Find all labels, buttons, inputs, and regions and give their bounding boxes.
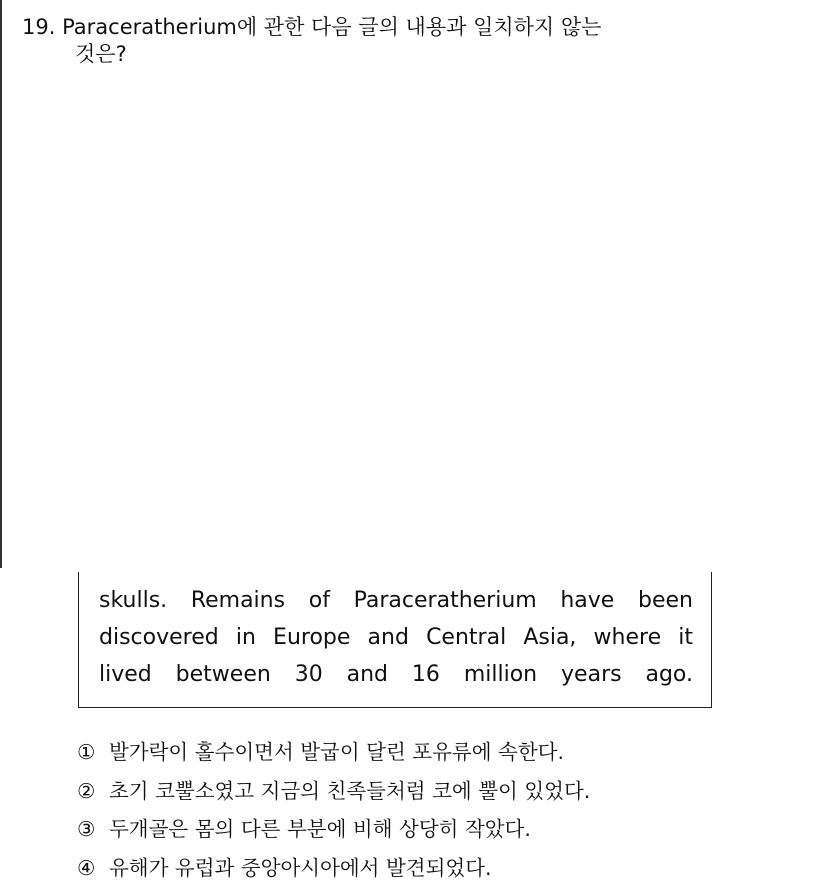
answer-choices <box>77 733 822 887</box>
choice-2[interactable] <box>77 772 822 811</box>
passage-line-1: skulls. Remains of Paraceratherium have been <box>99 586 693 616</box>
passage-line-3: lived between 30 and 16 million years ago. <box>99 660 693 690</box>
choice-number: ④ <box>77 849 109 887</box>
question-stem <box>22 14 782 68</box>
choice-1[interactable] <box>77 733 822 772</box>
passage-line-2: discovered in Europe and Central Asia, where it <box>99 623 693 653</box>
choice-text: 두개골은 몸의 다른 부분에 비해 상당히 작았다. <box>109 817 531 841</box>
passage-box <box>78 572 712 708</box>
choice-text: 유해가 유럽과 중앙아시아에서 발견되었다. <box>109 856 492 880</box>
choice-number: ① <box>77 733 109 772</box>
choice-4[interactable] <box>77 849 822 887</box>
left-margin-rule <box>0 0 2 568</box>
choice-number: ② <box>77 772 109 811</box>
question-line-2: 것은? <box>22 41 782 68</box>
choice-text: 초기 코뿔소였고 지금의 친족들처럼 코에 뿔이 있었다. <box>109 779 590 803</box>
choice-3[interactable] <box>77 810 822 849</box>
question-line-1: 19. Paraceratherium에 관한 다음 글의 내용과 일치하지 않는 <box>22 14 782 41</box>
choice-number: ③ <box>77 810 109 849</box>
choice-text: 발가락이 홀수이면서 발굽이 달린 포유류에 속한다. <box>109 740 564 764</box>
